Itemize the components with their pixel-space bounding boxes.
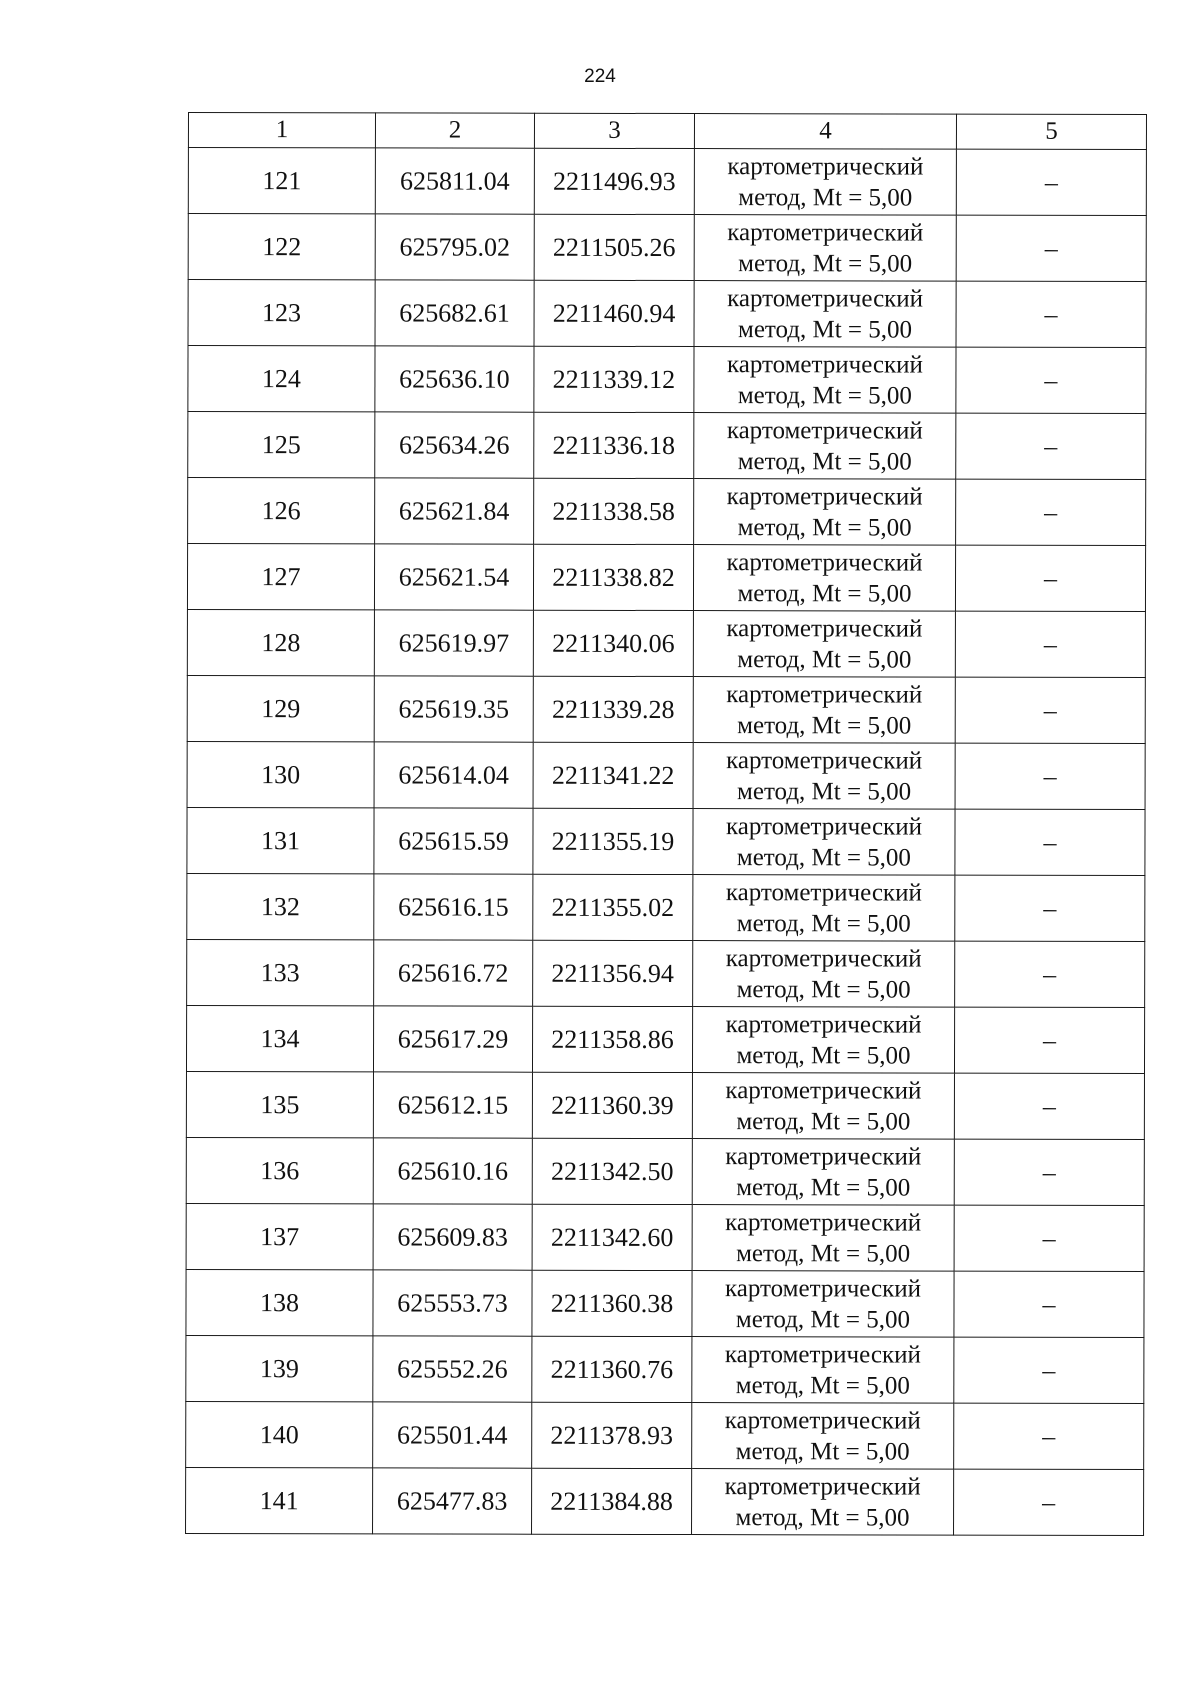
coordinates-table bbox=[185, 112, 1147, 1536]
y-coordinate-cell: 2211338.58 bbox=[534, 478, 694, 544]
point-number-cell: 127 bbox=[187, 544, 374, 610]
method-line-2: метод, Mt = 5,00 bbox=[736, 843, 911, 872]
method-line-2: метод, Mt = 5,00 bbox=[737, 381, 912, 410]
y-coordinate-cell: 2211355.19 bbox=[533, 808, 693, 874]
method-line-2: метод, Mt = 5,00 bbox=[736, 1173, 911, 1202]
note-cell: – bbox=[955, 677, 1145, 743]
point-number-cell: 124 bbox=[188, 346, 375, 412]
header-col-1: 1 bbox=[188, 113, 375, 148]
note-cell: – bbox=[954, 1205, 1144, 1271]
method-cell bbox=[693, 545, 955, 612]
x-coordinate-cell: 625616.72 bbox=[374, 940, 533, 1006]
point-number-cell: 122 bbox=[188, 214, 375, 280]
note-cell: – bbox=[956, 479, 1146, 545]
method-cell bbox=[694, 215, 956, 282]
method-line-1: картометрический bbox=[727, 218, 924, 247]
note-cell: – bbox=[956, 149, 1146, 215]
y-coordinate-cell: 2211496.93 bbox=[534, 148, 694, 214]
note-cell: – bbox=[954, 1469, 1144, 1535]
method-line-1: картометрический bbox=[724, 1472, 921, 1501]
method-cell bbox=[692, 1073, 954, 1140]
table-row bbox=[186, 1137, 1144, 1205]
point-number-cell: 126 bbox=[188, 478, 375, 544]
method-line-1: картометрический bbox=[726, 680, 923, 709]
method-cell bbox=[692, 1007, 954, 1074]
table-row bbox=[187, 741, 1145, 809]
table-row bbox=[188, 214, 1146, 282]
method-line-1: картометрический bbox=[725, 1010, 922, 1039]
method-line-1: картометрический bbox=[727, 284, 924, 313]
method-line-1: картометрический bbox=[725, 1208, 922, 1237]
method-cell bbox=[692, 1403, 954, 1470]
y-coordinate-cell: 2211505.26 bbox=[534, 214, 694, 280]
method-cell bbox=[693, 941, 955, 1008]
point-number-cell: 123 bbox=[188, 280, 375, 346]
method-cell bbox=[694, 347, 956, 414]
table-body bbox=[186, 148, 1147, 1536]
x-coordinate-cell: 625477.83 bbox=[373, 1468, 532, 1534]
note-cell: – bbox=[956, 215, 1146, 281]
table-row bbox=[186, 1203, 1144, 1271]
method-line-1: картометрический bbox=[725, 812, 923, 841]
note-cell: – bbox=[956, 413, 1146, 479]
y-coordinate-cell: 2211338.82 bbox=[533, 544, 693, 610]
table-row bbox=[186, 1401, 1144, 1469]
table-row bbox=[186, 1467, 1144, 1535]
point-number-cell: 130 bbox=[187, 741, 374, 807]
method-line-2: метод, Mt = 5,00 bbox=[736, 909, 911, 938]
header-col-2: 2 bbox=[375, 113, 534, 148]
point-number-cell: 134 bbox=[186, 1005, 373, 1071]
method-line-2: метод, Mt = 5,00 bbox=[736, 1239, 911, 1268]
table-row bbox=[187, 939, 1145, 1007]
note-cell: – bbox=[954, 1271, 1144, 1337]
note-cell: – bbox=[955, 809, 1145, 875]
method-line-2: метод, Mt = 5,00 bbox=[737, 711, 912, 740]
header-col-5: 5 bbox=[956, 114, 1146, 149]
table-row bbox=[186, 1335, 1144, 1403]
table-row bbox=[188, 346, 1146, 414]
method-line-1: картометрический bbox=[725, 878, 922, 907]
method-line-2: метод, Mt = 5,00 bbox=[738, 249, 913, 278]
note-cell: – bbox=[955, 875, 1145, 941]
header-row bbox=[188, 113, 1146, 150]
method-line-1: картометрический bbox=[725, 1076, 922, 1105]
method-cell bbox=[693, 611, 955, 678]
x-coordinate-cell: 625612.15 bbox=[373, 1072, 532, 1138]
note-cell: – bbox=[956, 281, 1146, 347]
method-cell bbox=[694, 413, 956, 480]
method-line-1: картометрический bbox=[726, 614, 923, 643]
x-coordinate-cell: 625553.73 bbox=[373, 1270, 532, 1336]
table-header bbox=[188, 113, 1146, 150]
note-cell: – bbox=[956, 347, 1146, 413]
y-coordinate-cell: 2211378.93 bbox=[532, 1402, 692, 1468]
point-number-cell: 136 bbox=[186, 1137, 373, 1203]
point-number-cell: 140 bbox=[186, 1401, 373, 1467]
x-coordinate-cell: 625617.29 bbox=[373, 1006, 532, 1072]
y-coordinate-cell: 2211384.88 bbox=[532, 1468, 692, 1534]
point-number-cell: 125 bbox=[188, 412, 375, 478]
method-line-2: метод, Mt = 5,00 bbox=[735, 1305, 911, 1334]
y-coordinate-cell: 2211339.12 bbox=[534, 346, 694, 412]
method-line-2: метод, Mt = 5,00 bbox=[736, 1107, 911, 1136]
note-cell: – bbox=[954, 1007, 1144, 1073]
method-line-2: метод, Mt = 5,00 bbox=[738, 183, 913, 212]
y-coordinate-cell: 2211336.18 bbox=[534, 412, 694, 478]
method-cell bbox=[692, 1469, 954, 1536]
method-line-2: метод, Mt = 5,00 bbox=[737, 579, 912, 608]
y-coordinate-cell: 2211342.60 bbox=[532, 1204, 692, 1270]
table-row bbox=[187, 807, 1145, 875]
method-line-1: картометрический bbox=[726, 548, 923, 577]
method-cell bbox=[693, 875, 955, 942]
y-coordinate-cell: 2211341.22 bbox=[533, 742, 693, 808]
method-cell bbox=[692, 1205, 954, 1272]
x-coordinate-cell: 625811.04 bbox=[375, 148, 534, 214]
table-row bbox=[188, 280, 1146, 348]
note-cell: – bbox=[954, 1403, 1144, 1469]
y-coordinate-cell: 2211360.39 bbox=[532, 1072, 692, 1138]
method-line-1: картометрический bbox=[726, 350, 923, 379]
point-number-cell: 121 bbox=[188, 148, 375, 214]
note-cell: – bbox=[955, 743, 1145, 809]
method-line-2: метод, Mt = 5,00 bbox=[737, 777, 912, 806]
note-cell: – bbox=[955, 545, 1145, 611]
x-coordinate-cell: 625619.35 bbox=[374, 676, 533, 742]
point-number-cell: 128 bbox=[187, 609, 374, 675]
x-coordinate-cell: 625634.26 bbox=[375, 412, 534, 478]
note-cell: – bbox=[955, 941, 1145, 1007]
x-coordinate-cell: 625501.44 bbox=[373, 1402, 532, 1468]
x-coordinate-cell: 625795.02 bbox=[375, 214, 534, 280]
method-line-1: картометрический bbox=[726, 746, 923, 775]
point-number-cell: 133 bbox=[187, 939, 374, 1005]
method-cell bbox=[692, 1337, 954, 1404]
table-row bbox=[188, 412, 1146, 480]
method-line-2: метод, Mt = 5,00 bbox=[737, 447, 912, 476]
x-coordinate-cell: 625609.83 bbox=[373, 1204, 532, 1270]
point-number-cell: 141 bbox=[186, 1467, 373, 1533]
x-coordinate-cell: 625615.59 bbox=[374, 808, 533, 874]
x-coordinate-cell: 625621.84 bbox=[375, 478, 534, 544]
point-number-cell: 138 bbox=[186, 1269, 373, 1335]
method-cell bbox=[692, 1271, 954, 1338]
method-line-1: картометрический bbox=[724, 1340, 921, 1369]
method-cell bbox=[692, 1139, 954, 1206]
y-coordinate-cell: 2211356.94 bbox=[533, 940, 693, 1006]
x-coordinate-cell: 625610.16 bbox=[373, 1138, 532, 1204]
note-cell: – bbox=[954, 1337, 1144, 1403]
method-line-1: картометрический bbox=[725, 944, 922, 973]
header-col-4: 4 bbox=[694, 114, 956, 150]
table-row bbox=[187, 544, 1145, 612]
header-col-3: 3 bbox=[534, 113, 694, 148]
table-row bbox=[186, 1071, 1144, 1139]
note-cell: – bbox=[954, 1073, 1144, 1139]
table-row bbox=[188, 478, 1146, 546]
x-coordinate-cell: 625619.97 bbox=[374, 610, 533, 676]
x-coordinate-cell: 625636.10 bbox=[375, 346, 534, 412]
point-number-cell: 129 bbox=[187, 675, 374, 741]
method-line-2: метод, Mt = 5,00 bbox=[737, 513, 912, 542]
method-cell bbox=[693, 677, 955, 744]
y-coordinate-cell: 2211360.38 bbox=[532, 1270, 692, 1336]
point-number-cell: 135 bbox=[186, 1071, 373, 1137]
method-line-2: метод, Mt = 5,00 bbox=[736, 975, 911, 1004]
method-line-2: метод, Mt = 5,00 bbox=[735, 1371, 910, 1400]
table-row bbox=[187, 609, 1145, 677]
table-row bbox=[187, 675, 1145, 743]
x-coordinate-cell: 625682.61 bbox=[375, 280, 534, 346]
y-coordinate-cell: 2211460.94 bbox=[534, 280, 694, 346]
method-line-1: картометрический bbox=[724, 1406, 921, 1435]
method-cell bbox=[694, 479, 956, 546]
method-line-2: метод, Mt = 5,00 bbox=[736, 1041, 911, 1070]
x-coordinate-cell: 625621.54 bbox=[374, 544, 533, 610]
y-coordinate-cell: 2211339.28 bbox=[533, 676, 693, 742]
method-line-2: метод, Mt = 5,00 bbox=[735, 1503, 910, 1532]
y-coordinate-cell: 2211355.02 bbox=[533, 874, 693, 940]
method-line-1: картометрический bbox=[726, 482, 923, 511]
method-cell bbox=[694, 149, 956, 216]
point-number-cell: 132 bbox=[187, 873, 374, 939]
table-row bbox=[186, 1269, 1144, 1337]
method-line-1: картометрический bbox=[725, 1274, 922, 1303]
method-line-1: картометрический bbox=[726, 416, 923, 445]
method-line-1: картометрический bbox=[725, 1142, 922, 1171]
method-line-2: метод, Mt = 5,00 bbox=[737, 645, 912, 674]
point-number-cell: 131 bbox=[187, 807, 374, 873]
x-coordinate-cell: 625614.04 bbox=[374, 742, 533, 808]
table-row bbox=[187, 873, 1145, 941]
method-cell bbox=[694, 281, 956, 348]
y-coordinate-cell: 2211360.76 bbox=[532, 1336, 692, 1402]
y-coordinate-cell: 2211358.86 bbox=[532, 1006, 692, 1072]
y-coordinate-cell: 2211342.50 bbox=[532, 1138, 692, 1204]
method-line-2: метод, Mt = 5,00 bbox=[735, 1437, 910, 1466]
table-row bbox=[188, 148, 1146, 216]
point-number-cell: 139 bbox=[186, 1335, 373, 1401]
table-row bbox=[186, 1005, 1144, 1073]
point-number-cell: 137 bbox=[186, 1203, 373, 1269]
y-coordinate-cell: 2211340.06 bbox=[533, 610, 693, 676]
method-line-2: метод, Mt = 5,00 bbox=[737, 315, 913, 344]
note-cell: – bbox=[955, 611, 1145, 677]
method-cell bbox=[693, 743, 955, 810]
x-coordinate-cell: 625616.15 bbox=[374, 874, 533, 940]
page-number: 224 bbox=[584, 66, 616, 87]
method-line-1: картометрический bbox=[727, 152, 924, 181]
method-cell bbox=[693, 809, 955, 876]
x-coordinate-cell: 625552.26 bbox=[373, 1336, 532, 1402]
note-cell: – bbox=[954, 1139, 1144, 1205]
